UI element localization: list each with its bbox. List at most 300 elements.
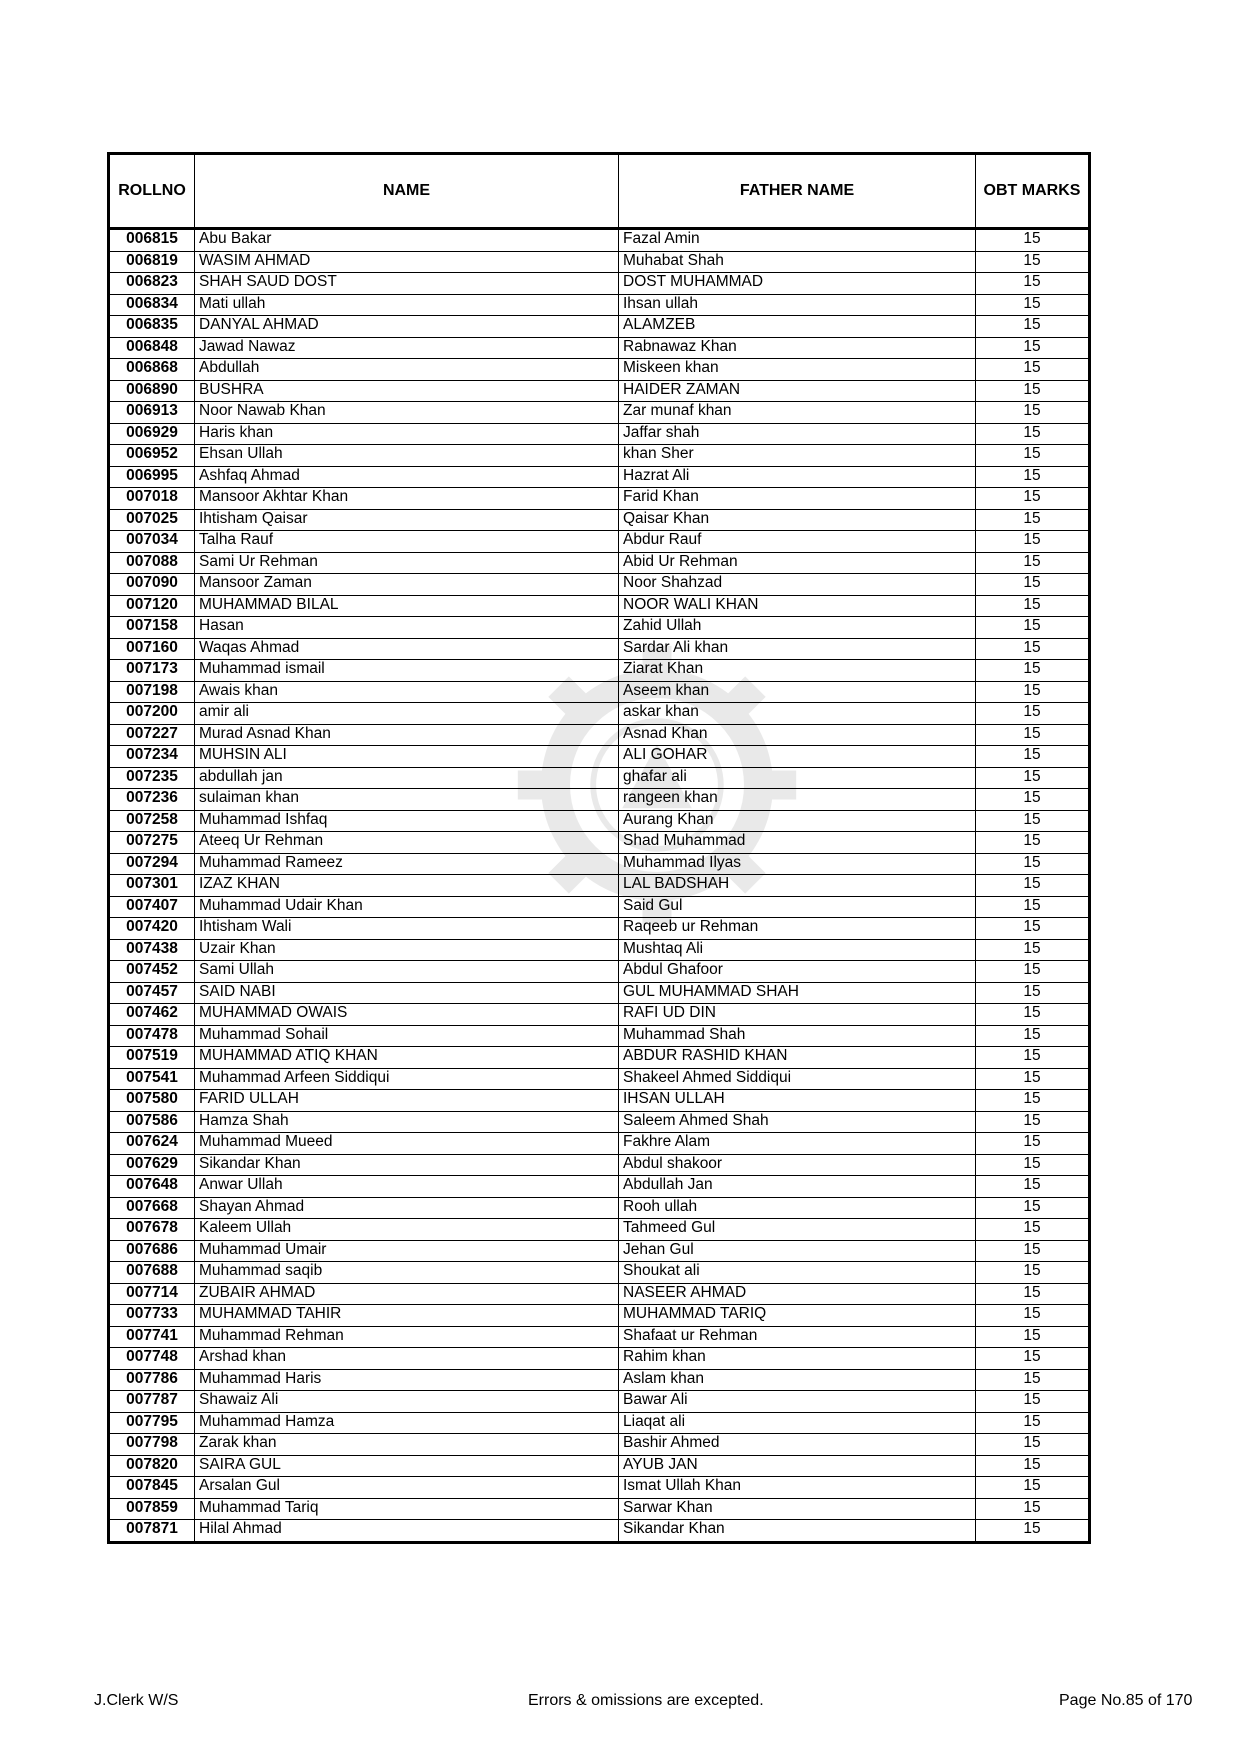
marks-cell: 15 — [976, 1262, 1090, 1284]
roll-number-cell: 006823 — [109, 273, 195, 295]
marks-cell: 15 — [976, 445, 1090, 467]
student-name-cell: SHAH SAUD DOST — [195, 273, 619, 295]
father-name-cell: Mushtaq Ali — [619, 939, 976, 961]
table-row — [109, 294, 1090, 316]
father-name-cell: Shad Muhammad — [619, 832, 976, 854]
student-name-cell: Muhammad Mueed — [195, 1133, 619, 1155]
header-name: NAME — [195, 154, 619, 229]
table-row — [109, 509, 1090, 531]
roll-number-cell: 007158 — [109, 617, 195, 639]
student-name-cell: abdullah jan — [195, 767, 619, 789]
student-name-cell: WASIM AHMAD — [195, 251, 619, 273]
father-name-cell: Muhammad Ilyas — [619, 853, 976, 875]
student-name-cell: Muhammad Umair — [195, 1240, 619, 1262]
table-row — [109, 466, 1090, 488]
student-name-cell: Ashfaq Ahmad — [195, 466, 619, 488]
father-name-cell: ABDUR RASHID KHAN — [619, 1047, 976, 1069]
roll-number-cell: 007407 — [109, 896, 195, 918]
table-row — [109, 273, 1090, 295]
marks-cell: 15 — [976, 1068, 1090, 1090]
marks-cell: 15 — [976, 1154, 1090, 1176]
roll-number-cell: 007859 — [109, 1498, 195, 1520]
father-name-cell: Shoukat ali — [619, 1262, 976, 1284]
father-name-cell: Ihsan ullah — [619, 294, 976, 316]
marks-cell: 15 — [976, 359, 1090, 381]
marks-cell: 15 — [976, 617, 1090, 639]
marks-cell: 15 — [976, 703, 1090, 725]
roll-number-cell: 007025 — [109, 509, 195, 531]
student-name-cell: Haris khan — [195, 423, 619, 445]
father-name-cell: IHSAN ULLAH — [619, 1090, 976, 1112]
father-name-cell: Asnad Khan — [619, 724, 976, 746]
marks-cell: 15 — [976, 1004, 1090, 1026]
student-name-cell: Mansoor Akhtar Khan — [195, 488, 619, 510]
roll-number-cell: 006835 — [109, 316, 195, 338]
father-name-cell: Aslam khan — [619, 1369, 976, 1391]
table-row — [109, 359, 1090, 381]
table-row — [109, 1068, 1090, 1090]
father-name-cell: Miskeen khan — [619, 359, 976, 381]
marks-cell: 15 — [976, 1326, 1090, 1348]
marks-cell: 15 — [976, 574, 1090, 596]
table-row — [109, 1369, 1090, 1391]
table-row — [109, 918, 1090, 940]
father-name-cell: Abdul shakoor — [619, 1154, 976, 1176]
father-name-cell: Farid Khan — [619, 488, 976, 510]
father-name-cell: Saleem Ahmed Shah — [619, 1111, 976, 1133]
student-name-cell: Ihtisham Qaisar — [195, 509, 619, 531]
father-name-cell: Bawar Ali — [619, 1391, 976, 1413]
father-name-cell: DOST MUHAMMAD — [619, 273, 976, 295]
marks-cell: 15 — [976, 875, 1090, 897]
student-name-cell: Hilal Ahmad — [195, 1520, 619, 1543]
marks-cell: 15 — [976, 509, 1090, 531]
father-name-cell: Noor Shahzad — [619, 574, 976, 596]
table-row — [109, 703, 1090, 725]
student-name-cell: SAIRA GUL — [195, 1455, 619, 1477]
father-name-cell: Hazrat Ali — [619, 466, 976, 488]
table-row — [109, 746, 1090, 768]
student-name-cell: MUHAMMAD TAHIR — [195, 1305, 619, 1327]
student-name-cell: BUSHRA — [195, 380, 619, 402]
roll-number-cell: 007235 — [109, 767, 195, 789]
student-name-cell: Ehsan Ullah — [195, 445, 619, 467]
table-row — [109, 638, 1090, 660]
father-name-cell: Ismat Ullah Khan — [619, 1477, 976, 1499]
marks-cell: 15 — [976, 251, 1090, 273]
marks-cell: 15 — [976, 638, 1090, 660]
roll-number-cell: 007462 — [109, 1004, 195, 1026]
marks-cell: 15 — [976, 896, 1090, 918]
roll-number-cell: 006995 — [109, 466, 195, 488]
student-name-cell: Zarak khan — [195, 1434, 619, 1456]
roll-number-cell: 007258 — [109, 810, 195, 832]
father-name-cell: rangeen khan — [619, 789, 976, 811]
father-name-cell: Muhammad Shah — [619, 1025, 976, 1047]
roll-number-cell: 007198 — [109, 681, 195, 703]
father-name-cell: Rahim khan — [619, 1348, 976, 1370]
footer-disclaimer: Errors & omissions are excepted. — [528, 1692, 764, 1709]
student-name-cell: Noor Nawab Khan — [195, 402, 619, 424]
table-body — [109, 229, 1090, 1543]
table-row — [109, 961, 1090, 983]
roll-number-cell: 007457 — [109, 982, 195, 1004]
marks-cell: 15 — [976, 1369, 1090, 1391]
marks-cell: 15 — [976, 1283, 1090, 1305]
marks-cell: 15 — [976, 724, 1090, 746]
student-name-cell: Mansoor Zaman — [195, 574, 619, 596]
father-name-cell: Raqeeb ur Rehman — [619, 918, 976, 940]
table-row — [109, 1240, 1090, 1262]
roll-number-cell: 007519 — [109, 1047, 195, 1069]
roll-number-cell: 007160 — [109, 638, 195, 660]
footer-page-number: Page No.85 of 170 — [1059, 1692, 1193, 1709]
table-row — [109, 531, 1090, 553]
roll-number-cell: 007748 — [109, 1348, 195, 1370]
marks-cell: 15 — [976, 961, 1090, 983]
table-row — [109, 1455, 1090, 1477]
roll-number-cell: 007301 — [109, 875, 195, 897]
student-name-cell: Sikandar Khan — [195, 1154, 619, 1176]
table-row — [109, 1391, 1090, 1413]
father-name-cell: ALAMZEB — [619, 316, 976, 338]
marks-cell: 15 — [976, 1455, 1090, 1477]
father-name-cell: Sarwar Khan — [619, 1498, 976, 1520]
student-name-cell: Hamza Shah — [195, 1111, 619, 1133]
roll-number-cell: 007200 — [109, 703, 195, 725]
table-row — [109, 423, 1090, 445]
roll-number-cell: 007018 — [109, 488, 195, 510]
marks-cell: 15 — [976, 660, 1090, 682]
roll-number-cell: 007227 — [109, 724, 195, 746]
table-row — [109, 810, 1090, 832]
roll-number-cell: 007787 — [109, 1391, 195, 1413]
roll-number-cell: 007452 — [109, 961, 195, 983]
table-row — [109, 896, 1090, 918]
student-name-cell: IZAZ KHAN — [195, 875, 619, 897]
marks-cell: 15 — [976, 746, 1090, 768]
header-rollno: ROLLNO — [109, 154, 195, 229]
table-row — [109, 767, 1090, 789]
roll-number-cell: 007668 — [109, 1197, 195, 1219]
roll-number-cell: 007090 — [109, 574, 195, 596]
roll-number-cell: 007786 — [109, 1369, 195, 1391]
table-row — [109, 1434, 1090, 1456]
roll-number-cell: 007688 — [109, 1262, 195, 1284]
roll-number-cell: 007795 — [109, 1412, 195, 1434]
roll-number-cell: 007686 — [109, 1240, 195, 1262]
roll-number-cell: 006815 — [109, 229, 195, 252]
marks-cell: 15 — [976, 552, 1090, 574]
table-row — [109, 488, 1090, 510]
father-name-cell: Qaisar Khan — [619, 509, 976, 531]
father-name-cell: ghafar ali — [619, 767, 976, 789]
roll-number-cell: 006834 — [109, 294, 195, 316]
roll-number-cell: 007478 — [109, 1025, 195, 1047]
marks-cell: 15 — [976, 1477, 1090, 1499]
table-row — [109, 1498, 1090, 1520]
roll-number-cell: 007845 — [109, 1477, 195, 1499]
student-name-cell: Arsalan Gul — [195, 1477, 619, 1499]
marks-cell: 15 — [976, 466, 1090, 488]
marks-cell: 15 — [976, 380, 1090, 402]
marks-cell: 15 — [976, 832, 1090, 854]
table-row — [109, 552, 1090, 574]
father-name-cell: Abid Ur Rehman — [619, 552, 976, 574]
marks-cell: 15 — [976, 681, 1090, 703]
marks-cell: 15 — [976, 1520, 1090, 1543]
student-name-cell: Muhammad ismail — [195, 660, 619, 682]
table-row — [109, 316, 1090, 338]
father-name-cell: Bashir Ahmed — [619, 1434, 976, 1456]
table-row — [109, 617, 1090, 639]
marks-cell: 15 — [976, 595, 1090, 617]
table-row — [109, 380, 1090, 402]
student-name-cell: Kaleem Ullah — [195, 1219, 619, 1241]
student-name-cell: Muhammad Haris — [195, 1369, 619, 1391]
student-name-cell: MUHAMMAD BILAL — [195, 595, 619, 617]
student-name-cell: MUHSIN ALI — [195, 746, 619, 768]
father-name-cell: Zahid Ullah — [619, 617, 976, 639]
table-row — [109, 1219, 1090, 1241]
father-name-cell: Jaffar shah — [619, 423, 976, 445]
marks-cell: 15 — [976, 423, 1090, 445]
student-name-cell: Ateeq Ur Rehman — [195, 832, 619, 854]
roll-number-cell: 007236 — [109, 789, 195, 811]
marks-cell: 15 — [976, 1391, 1090, 1413]
roll-number-cell: 007871 — [109, 1520, 195, 1543]
father-name-cell: ALI GOHAR — [619, 746, 976, 768]
student-name-cell: Abdullah — [195, 359, 619, 381]
table-row — [109, 681, 1090, 703]
father-name-cell: Rabnawaz Khan — [619, 337, 976, 359]
roll-number-cell: 006819 — [109, 251, 195, 273]
student-name-cell: Awais khan — [195, 681, 619, 703]
student-name-cell: Ihtisham Wali — [195, 918, 619, 940]
marks-cell: 15 — [976, 1412, 1090, 1434]
table-row — [109, 1326, 1090, 1348]
student-name-cell: Muhammad Sohail — [195, 1025, 619, 1047]
student-name-cell: Uzair Khan — [195, 939, 619, 961]
roll-number-cell: 007120 — [109, 595, 195, 617]
father-name-cell: Sikandar Khan — [619, 1520, 976, 1543]
table-row — [109, 875, 1090, 897]
marks-cell: 15 — [976, 853, 1090, 875]
roll-number-cell: 007733 — [109, 1305, 195, 1327]
table-row — [109, 1262, 1090, 1284]
father-name-cell: khan Sher — [619, 445, 976, 467]
father-name-cell: HAIDER ZAMAN — [619, 380, 976, 402]
father-name-cell: Aurang Khan — [619, 810, 976, 832]
father-name-cell: MUHAMMAD TARIQ — [619, 1305, 976, 1327]
student-name-cell: DANYAL AHMAD — [195, 316, 619, 338]
header-father-name: FATHER NAME — [619, 154, 976, 229]
marks-cell: 15 — [976, 294, 1090, 316]
father-name-cell: Aseem khan — [619, 681, 976, 703]
student-name-cell: Sami Ullah — [195, 961, 619, 983]
father-name-cell: Said Gul — [619, 896, 976, 918]
table-row — [109, 1283, 1090, 1305]
table-row — [109, 982, 1090, 1004]
marks-cell: 15 — [976, 1047, 1090, 1069]
table-row — [109, 1090, 1090, 1112]
roll-number-cell: 007798 — [109, 1434, 195, 1456]
table-row — [109, 1111, 1090, 1133]
table-row — [109, 724, 1090, 746]
marks-cell: 15 — [976, 1348, 1090, 1370]
student-name-cell: Muhammad Rehman — [195, 1326, 619, 1348]
results-table — [107, 152, 1091, 1544]
father-name-cell: LAL BADSHAH — [619, 875, 976, 897]
marks-cell: 15 — [976, 1240, 1090, 1262]
table-row — [109, 939, 1090, 961]
table-row — [109, 1520, 1090, 1543]
table-row — [109, 1025, 1090, 1047]
table-row — [109, 1197, 1090, 1219]
marks-cell: 15 — [976, 1305, 1090, 1327]
father-name-cell: Shakeel Ahmed Siddiqui — [619, 1068, 976, 1090]
marks-cell: 15 — [976, 939, 1090, 961]
roll-number-cell: 007648 — [109, 1176, 195, 1198]
roll-number-cell: 006913 — [109, 402, 195, 424]
marks-cell: 15 — [976, 789, 1090, 811]
footer-clerk: J.Clerk W/S — [94, 1692, 179, 1709]
student-name-cell: Muhammad Tariq — [195, 1498, 619, 1520]
roll-number-cell: 007088 — [109, 552, 195, 574]
father-name-cell: NOOR WALI KHAN — [619, 595, 976, 617]
marks-cell: 15 — [976, 273, 1090, 295]
table-row — [109, 402, 1090, 424]
marks-cell: 15 — [976, 1176, 1090, 1198]
student-name-cell: MUHAMMAD OWAIS — [195, 1004, 619, 1026]
table-row — [109, 1133, 1090, 1155]
roll-number-cell: 006890 — [109, 380, 195, 402]
table-row — [109, 445, 1090, 467]
table-row — [109, 337, 1090, 359]
header-obt-marks: OBT MARKS — [976, 154, 1090, 229]
marks-cell: 15 — [976, 488, 1090, 510]
table-row — [109, 832, 1090, 854]
student-name-cell: Shawaiz Ali — [195, 1391, 619, 1413]
roll-number-cell: 007624 — [109, 1133, 195, 1155]
marks-cell: 15 — [976, 1197, 1090, 1219]
roll-number-cell: 006929 — [109, 423, 195, 445]
table-row — [109, 1154, 1090, 1176]
father-name-cell: Fazal Amin — [619, 229, 976, 252]
father-name-cell: Muhabat Shah — [619, 251, 976, 273]
marks-cell: 15 — [976, 531, 1090, 553]
father-name-cell: Liaqat ali — [619, 1412, 976, 1434]
father-name-cell: Fakhre Alam — [619, 1133, 976, 1155]
table-row — [109, 1305, 1090, 1327]
table-row — [109, 789, 1090, 811]
student-name-cell: amir ali — [195, 703, 619, 725]
roll-number-cell: 007294 — [109, 853, 195, 875]
student-name-cell: Muhammad Udair Khan — [195, 896, 619, 918]
table-row — [109, 1047, 1090, 1069]
roll-number-cell: 007234 — [109, 746, 195, 768]
father-name-cell: Shafaat ur Rehman — [619, 1326, 976, 1348]
student-name-cell: FARID ULLAH — [195, 1090, 619, 1112]
student-name-cell: Mati ullah — [195, 294, 619, 316]
student-name-cell: SAID NABI — [195, 982, 619, 1004]
roll-number-cell: 007034 — [109, 531, 195, 553]
father-name-cell: GUL MUHAMMAD SHAH — [619, 982, 976, 1004]
roll-number-cell: 007580 — [109, 1090, 195, 1112]
marks-cell: 15 — [976, 316, 1090, 338]
student-name-cell: Sami Ur Rehman — [195, 552, 619, 574]
marks-cell: 15 — [976, 810, 1090, 832]
father-name-cell: Sardar Ali khan — [619, 638, 976, 660]
student-name-cell: Muhammad Rameez — [195, 853, 619, 875]
table-row — [109, 1348, 1090, 1370]
roll-number-cell: 007173 — [109, 660, 195, 682]
table-row — [109, 660, 1090, 682]
roll-number-cell: 007714 — [109, 1283, 195, 1305]
student-name-cell: Muhammad saqib — [195, 1262, 619, 1284]
roll-number-cell: 007629 — [109, 1154, 195, 1176]
marks-cell: 15 — [976, 1498, 1090, 1520]
table-row — [109, 1412, 1090, 1434]
marks-cell: 15 — [976, 1434, 1090, 1456]
marks-cell: 15 — [976, 918, 1090, 940]
father-name-cell: Ziarat Khan — [619, 660, 976, 682]
father-name-cell: Zar munaf khan — [619, 402, 976, 424]
table-row — [109, 1176, 1090, 1198]
father-name-cell: Abdullah Jan — [619, 1176, 976, 1198]
father-name-cell: AYUB JAN — [619, 1455, 976, 1477]
table-row — [109, 595, 1090, 617]
roll-number-cell: 006848 — [109, 337, 195, 359]
marks-cell: 15 — [976, 1025, 1090, 1047]
student-name-cell: Anwar Ullah — [195, 1176, 619, 1198]
marks-cell: 15 — [976, 229, 1090, 252]
student-name-cell: Arshad khan — [195, 1348, 619, 1370]
student-name-cell: Muhammad Hamza — [195, 1412, 619, 1434]
table-row — [109, 251, 1090, 273]
student-name-cell: Abu Bakar — [195, 229, 619, 252]
table-row — [109, 229, 1090, 252]
father-name-cell: RAFI UD DIN — [619, 1004, 976, 1026]
student-name-cell: Waqas Ahmad — [195, 638, 619, 660]
father-name-cell: Abdur Rauf — [619, 531, 976, 553]
student-name-cell: Murad Asnad Khan — [195, 724, 619, 746]
father-name-cell: Jehan Gul — [619, 1240, 976, 1262]
father-name-cell: NASEER AHMAD — [619, 1283, 976, 1305]
marks-cell: 15 — [976, 1111, 1090, 1133]
father-name-cell: Tahmeed Gul — [619, 1219, 976, 1241]
roll-number-cell: 007420 — [109, 918, 195, 940]
student-name-cell: Muhammad Ishfaq — [195, 810, 619, 832]
roll-number-cell: 007541 — [109, 1068, 195, 1090]
table-row — [109, 1004, 1090, 1026]
father-name-cell: Abdul Ghafoor — [619, 961, 976, 983]
student-name-cell: Jawad Nawaz — [195, 337, 619, 359]
roll-number-cell: 007586 — [109, 1111, 195, 1133]
roll-number-cell: 006868 — [109, 359, 195, 381]
marks-cell: 15 — [976, 337, 1090, 359]
marks-cell: 15 — [976, 982, 1090, 1004]
table-row — [109, 853, 1090, 875]
student-name-cell: sulaiman khan — [195, 789, 619, 811]
roll-number-cell: 007438 — [109, 939, 195, 961]
marks-cell: 15 — [976, 1090, 1090, 1112]
marks-cell: 15 — [976, 1219, 1090, 1241]
student-name-cell: Shayan Ahmad — [195, 1197, 619, 1219]
student-name-cell: Talha Rauf — [195, 531, 619, 553]
father-name-cell: askar khan — [619, 703, 976, 725]
roll-number-cell: 007820 — [109, 1455, 195, 1477]
